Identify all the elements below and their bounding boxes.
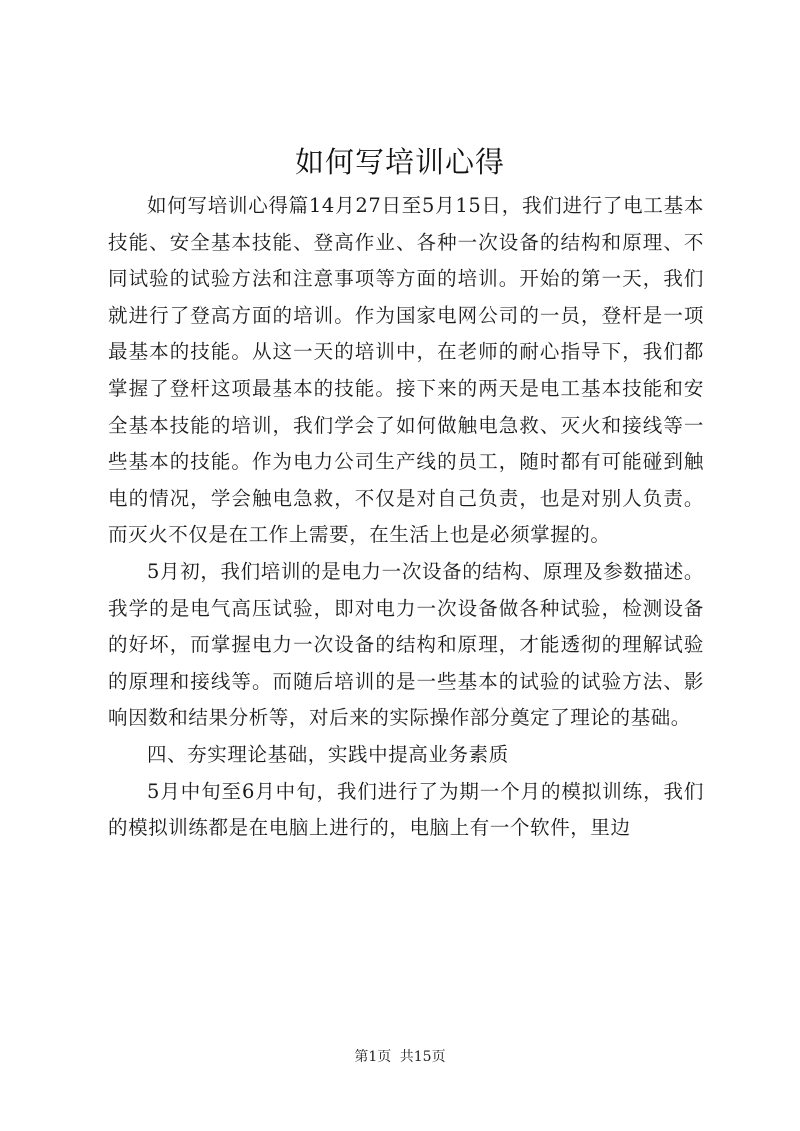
- paragraph-2: 5月初，我们培训的是电力一次设备的结构、原理及参数描述。我学的是电气高压试验，即对电力一次设备做各种试验，检测设备的好坏，而掌握电力一次设备的结构和原理，才能透彻的理解试验的原理和接线等。而随后培训的是一些基本的试验的试验方法、影响因数和结果分析等，对后来的实际操作部分奠定了理论的基础。: [108, 559, 704, 730]
- document-body: [108, 188, 704, 847]
- paragraph-3: 5月中旬至6月中旬，我们进行了为期一个月的模拟训练，我们的模拟训练都是在电脑上进行的，电脑上有一个软件，里边: [108, 779, 704, 840]
- page-total: 共15页: [399, 1049, 446, 1065]
- page-number: 第1页: [354, 1049, 392, 1065]
- page-title: 如何写培训心得: [294, 145, 505, 179]
- paragraph-1: 如何写培训心得篇14月27日至5月15日，我们进行了电工基本技能、安全基本技能、登高作业、各种一次设备的结构和原理、不同试验的试验方法和注意事项等方面的培训。开始的第一天，我们就进行了登高方面的培训。作为国家电网公司的一员，登杆是一项最基本的技能。从这一天的培训中，在老师的耐心指导下，我们都掌握了登杆这项最基本的技能。接下来的两天是电工基本技能和安全基本技能的培训，我们学会了如何做触电急救、灭火和接线等一些基本的技能。作为电力公司生产线的员工，随时都有可能碰到触电的情况，学会触电急救，不仅是对自己负责，也是对别人负责。而灭火不仅是在工作上需要，在生活上也是必须掌握的。: [108, 194, 704, 547]
- section-heading: 四、夯实理论基础，实践中提高业务素质: [147, 742, 509, 766]
- page-footer: [0, 1046, 800, 1066]
